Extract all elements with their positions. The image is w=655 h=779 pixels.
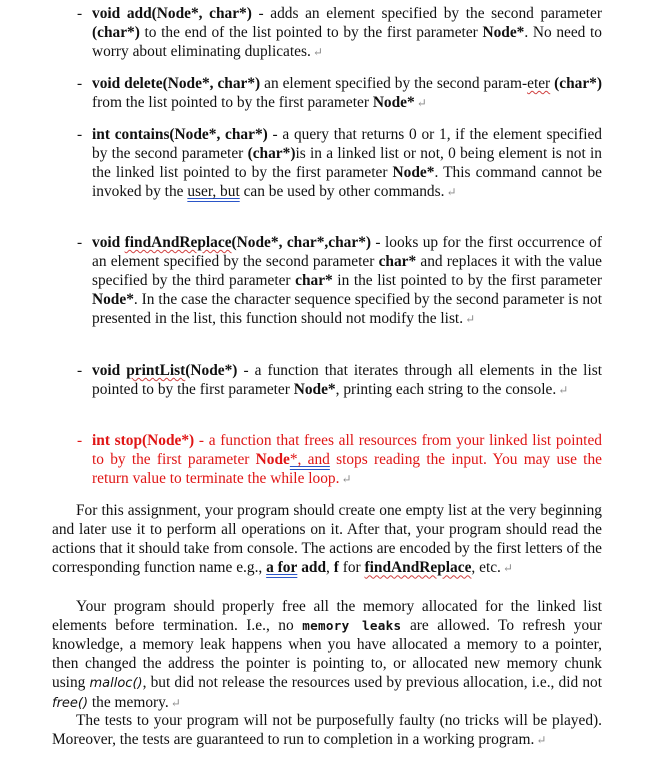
bullet-stop-text: int stop(Node*) - a function that frees all resources from your linked list pointed to by the first parameter Node*, and stops reading the input. You may use the return value to terminate the while loop. ↵: [92, 432, 602, 488]
bullet-add-text: void add(Node*, char*) - adds an element specified by the second parameter (char*) to the end of the list pointed to by the first parameter Node*. No need to worry about eliminating duplicates. ↵: [92, 5, 603, 61]
bullet-marker: -: [77, 432, 83, 449]
paragraph-mark: ↵: [558, 383, 569, 398]
bullet-print-list-text: void printList(Node*) - a function that iterates through all elements in the list pointed to by the first parameter Node*, printing each string to the console. ↵: [92, 362, 602, 399]
bullet-marker: -: [77, 362, 83, 379]
signature-add: void add(Node*, char*): [92, 5, 252, 22]
signature-stop: int stop(Node*): [92, 432, 195, 449]
signature-contains: int contains(Node*, char*): [92, 126, 268, 143]
bullet-marker: -: [77, 5, 83, 22]
bullet-delete: [77, 74, 602, 113]
bullet-marker: -: [77, 75, 83, 92]
paragraph-mark: ↵: [341, 472, 352, 487]
signature-find-and-replace: void findAndReplace(Node*, char*,char*): [92, 234, 372, 251]
paragraph-tests: The tests to your program will not be purposefully faulty (no tricks will be played). Moreover, the tests are guaranteed to run to completion in a working program. ↵: [52, 712, 602, 749]
bullet-contains: [77, 125, 602, 202]
paragraph-mark: ↵: [170, 696, 181, 711]
bullet-print-list: [77, 361, 602, 400]
signature-print-list: void printList(Node*): [92, 362, 238, 379]
bullet-find-and-replace: [77, 233, 602, 329]
bullet-find-and-replace-text: void findAndReplace(Node*, char*,char*) - looks up for the first occurrence of an element specified by the second parameter char* and replaces it with the value specified by the third parameter char* in the list pointed to by the first parameter Node*. In the case the character sequence specified by the second parameter is not presented in the list, this function should not modify the list. ↵: [92, 234, 602, 328]
bullet-delete-text: void delete(Node*, char*) an element specified by the second param-eter (char*) from the list pointed to by the first parameter Node* ↵: [92, 75, 603, 112]
bullet-marker: -: [77, 234, 83, 251]
signature-delete: void delete(Node*, char*): [92, 75, 261, 92]
paragraph-memory-leaks: Your program should properly free all the memory allocated for the linked list elements before termination. I.e., no memory leaks are allowed. To refresh your knowledge, a memory leak happens when you have allocated a memory to a pointer, then changed the address the pointer is pointing to, or allocated new memory chunk using malloc(), but did not release the resources used by previous allocation, i.e., did not free() the memory. ↵: [52, 598, 602, 712]
paragraph-mark: ↵: [465, 312, 476, 327]
bullet-stop: [77, 431, 602, 489]
paragraph-mark: ↵: [502, 561, 513, 576]
bullet-add: [77, 4, 602, 62]
paragraph-actions: For this assignment, your program should create one empty list at the very beginning and later use it to perform all operations on it. After that, your program should read the actions that it should take from console. The actions are encoded by the first letters of the corresponding function name e.g., a for add, f for findAndReplace, etc. ↵: [52, 502, 602, 577]
paragraph-mark: ↵: [536, 733, 547, 748]
bullet-marker: -: [77, 126, 83, 143]
paragraph-mark: ↵: [416, 96, 427, 111]
paragraph-mark: ↵: [446, 185, 457, 200]
paragraph-mark: ↵: [312, 45, 323, 60]
bullet-contains-text: int contains(Node*, char*) - a query that returns 0 or 1, if the element specified by the second parameter (char*)is in a linked list or not, 0 being element is not in the linked list pointed to by the first parameter Node*. This command cannot be invoked by the user, but can be used by other commands. ↵: [92, 126, 602, 201]
